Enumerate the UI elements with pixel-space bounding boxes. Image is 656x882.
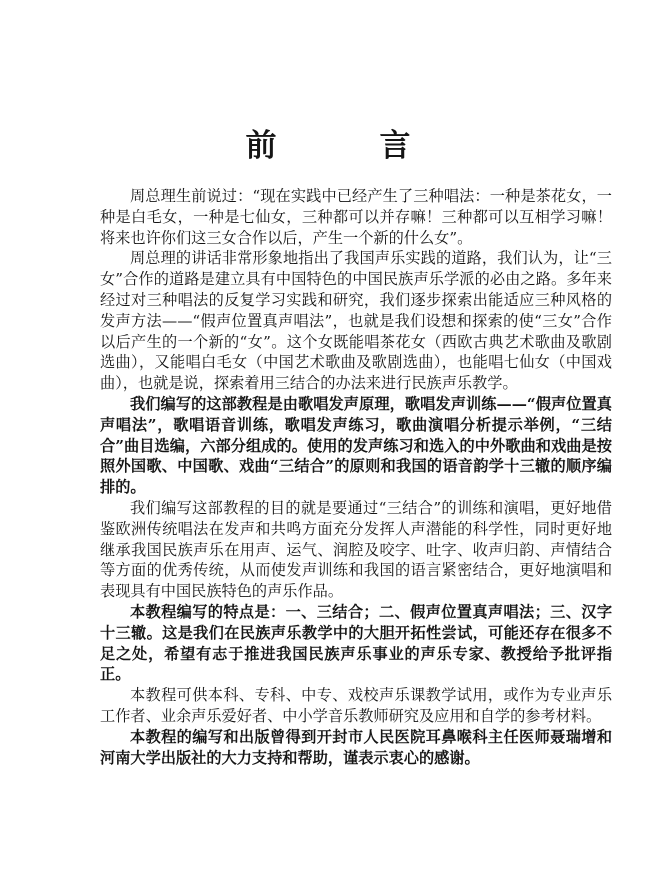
paragraph-vocal-path: 周总理的讲话非常形象地指出了我国声乐实践的道路，我们认为，让“三女”合作的道路是建立具有中国特色的中国民族声乐学派的必由之路。多年来经过对三种唱法的反复学习实践和研究，我们逐步探索出能适应三种风格的发声方法——“假声位置真声唱法”，也就是我们设想和探索的使“三女”合作以后产生的一个新的“女”。这个女既能唱茶花女（西欧古典艺术歌曲及歌剧选曲），又能唱白毛女（中国艺术歌曲及歌剧选曲），也能唱七仙女（中国戏曲），也就是说，探索着用三结合的办法来进行民族声乐教学。 [100, 249, 612, 393]
paragraph-textbook-structure: 我们编写的这部教程是由歌唱发声原理，歌唱发声训练——“假声位置真声唱法”，歌唱语音训练，歌唱发声练习，歌曲演唱分析提示举例，“三结合”曲目选编，六部分组成的。使用的发声练习和选入的中外歌曲和戏曲是按照外国歌、中国歌、戏曲“三结合”的原则和我国的语音韵学十三辙的顺序编排的。 [100, 394, 612, 497]
paragraph-textbook-purpose: 我们编写这部教程的目的就是要通过“三结合”的训练和演唱，更好地借鉴欧洲传统唱法在发声和共鸣方面充分发挥人声潜能的科学性，同时更好地继承我国民族声乐在用声、运气、润腔及咬字、吐字、收声归韵、声情结合等方面的优秀传统，从而使发声训练和我国的语言紧密结合，更好地演唱和表现具有中国民族特色的声乐作品。 [100, 498, 612, 601]
preface-body [100, 186, 612, 768]
page-title: 前 言 [245, 128, 447, 164]
paragraph-intended-audience: 本教程可供本科、专科、中专、戏校声乐课教学试用，或作为专业声乐工作者、业余声乐爱好者、中小学音乐教师研究及应用和自学的参考材料。 [100, 686, 612, 725]
paragraph-acknowledgements: 本教程的编写和出版曾得到开封市人民医院耳鼻喉科主任医师聂瑞增和河南大学出版社的大力支持和帮助，谨表示衷心的感谢。 [100, 727, 612, 767]
paragraph-premier-quote: 周总理生前说过：“现在实践中已经产生了三种唱法：一种是茶花女，一种是白毛女，一种是七仙女，三种都可以并存嘛！三种都可以互相学习嘛！将来也许你们这三女合作以后，产生一个新的什么女”。 [100, 187, 612, 247]
paragraph-textbook-features: 本教程编写的特点是：一、三结合；二、假声位置真声唱法；三、汉字十三辙。这是我们在民族声乐教学中的大胆开拓性尝试，可能还存在很多不足之处，希望有志于推进我国民族声乐事业的声乐专家、教授给予批评指正。 [100, 602, 612, 684]
